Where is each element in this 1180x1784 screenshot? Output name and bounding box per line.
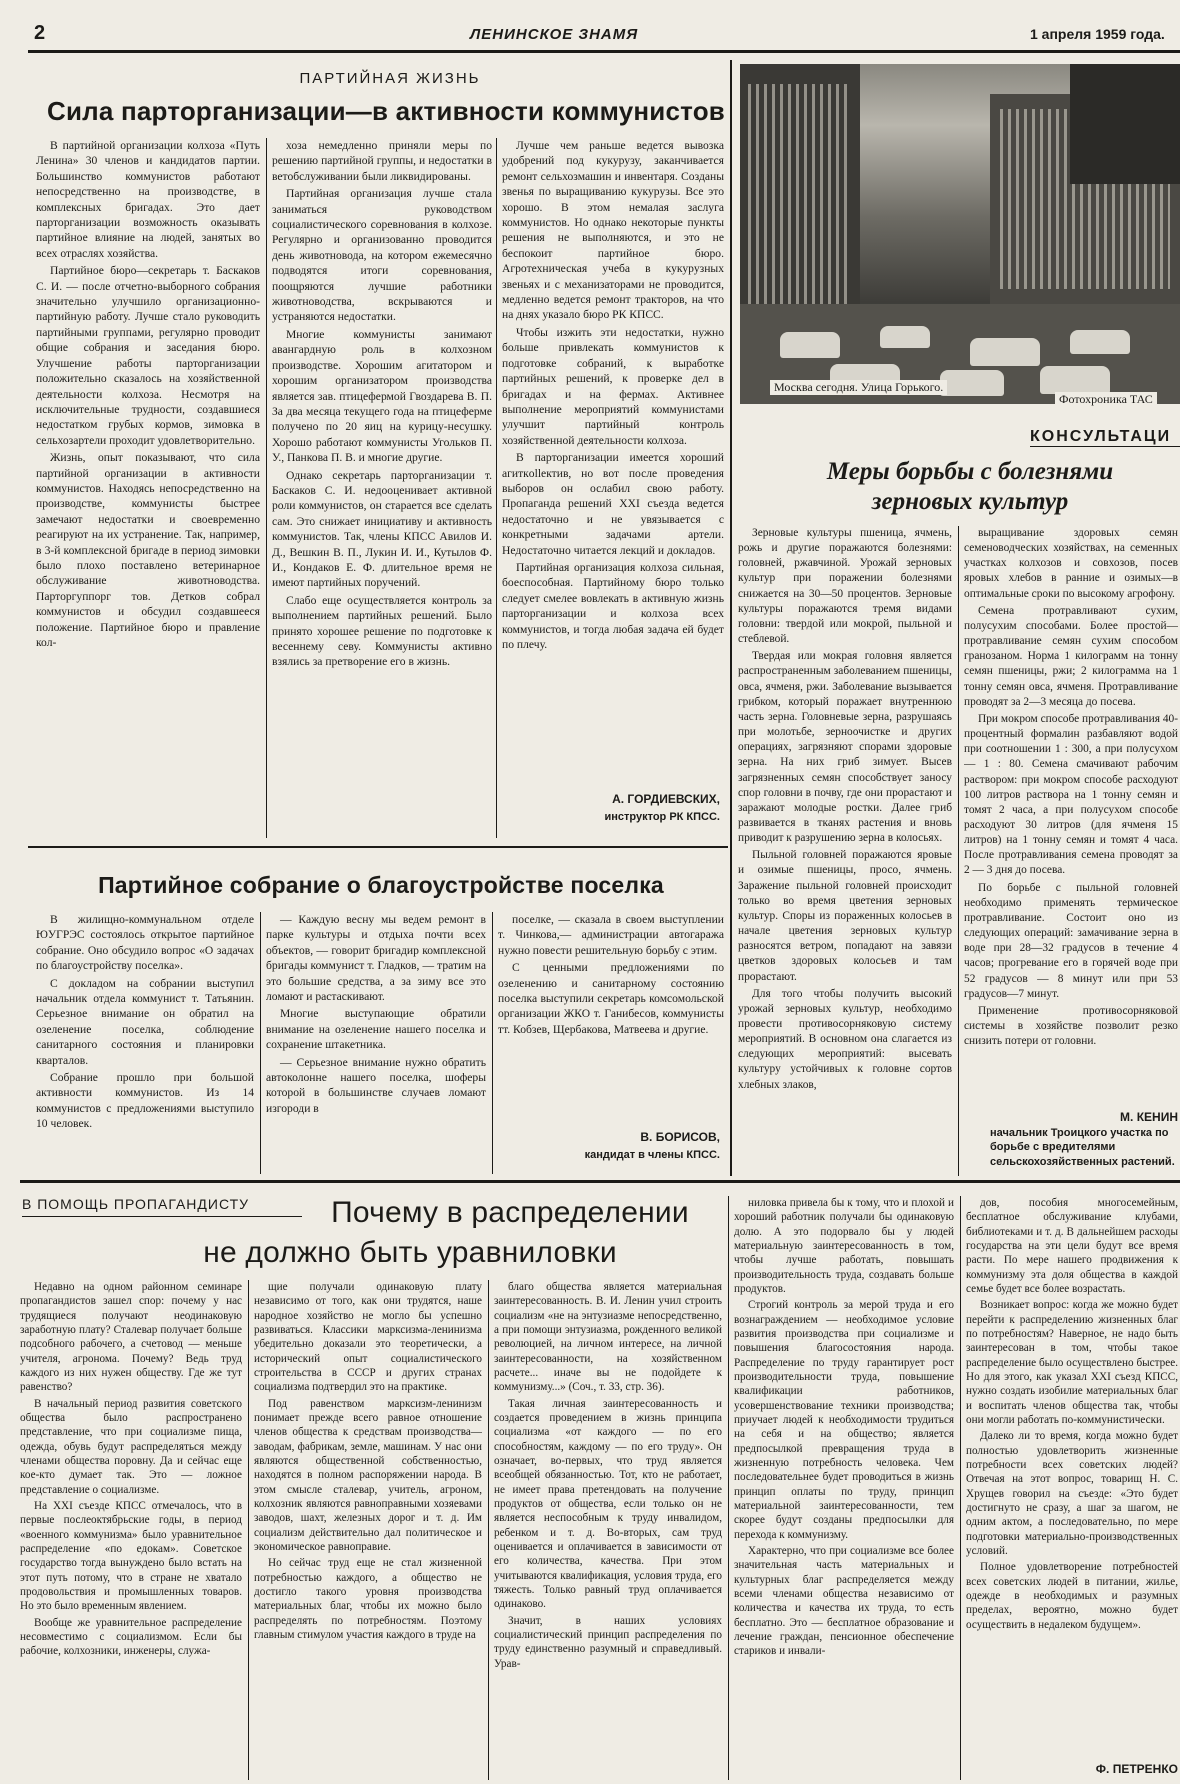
paragraph: поселке, — сказала в своем выступлении т. Чинкова,— администрации автогаража нужно повести решительную борьбу с этим. <box>498 913 724 957</box>
propaganda-rubric: В ПОМОЩЬ ПРОПАГАНДИСТУ <box>22 1196 250 1212</box>
consultation-headline-2: зерновых культур <box>871 488 1069 515</box>
propaganda-column-5 <box>966 1196 1178 1756</box>
issue-date: 1 апреля 1959 года. <box>1030 26 1165 42</box>
party-life-column-1 <box>36 138 260 838</box>
paragraph: В начальный период развития советского общества было распространено представление, что при социализме пища, одежда, обувь будут распределяться между членами общества поровну. Да и сейчас еще кое-кто думает так. Это — ложное представление о социализме. <box>20 1397 242 1496</box>
paragraph: выращивание здоровых семян семеноводческих хозяйствах, на семенных участках колхозов и совхозов, посев яровых хлебов в ранние и озимых—в оптимальные сроки по высокому агрофону. <box>964 527 1178 600</box>
paragraph: Но сейчас труд еще не стал жизненной потребностью каждого, а общество не достигло такого уровня производства материальных благ, чтобы их можно было распределять по потребностям. Поэтому главным стимулом участия каждого в труде на <box>254 1557 482 1641</box>
paragraph: Применение противосорняковой системы в хозяйстве позволит резко снизить потери от головни. <box>964 1004 1178 1048</box>
propaganda-column-4 <box>734 1196 954 1780</box>
paragraph: Строгий контроль за мерой труда и его вознаграждением — необходимое условие развития производства при социализме и повышения благосостояния народа. Распределение по труду гарантирует рост производительности труда, повышение квалификации работников, усовершенствование техники производства; приучает людей к необходимости трудиться на себя и на общество; является предпосылкой превращения труда в жизненную потребность человека. Чем последовательнее будет проводиться в жизнь принцип оплаты по труду, принцип материальной заинтересованности, тем скорее будут созданы предпосылки для перехода к коммунизму. <box>734 1299 954 1541</box>
column-divider <box>266 138 267 838</box>
photo-gorky-street <box>740 64 1180 404</box>
paragraph: — Серьезное внимание нужно обратить автоколонне нашего поселка, шоферы которой в большинстве случаев ломают изгороди в <box>266 1055 486 1115</box>
paragraph: Однако секретарь парторганизации т. Баскаков С. И. недооценивает активной роли коммунистов, он старается все сделать сам. Это снижает инициативу и активность коммунистов. Так, члены КПСС Авилов И. Д., Вешкин В. П., Лукин И. И., Кутылов Ф. И., Кондаков Е. Ф. длительное время не имеют партийных поручений. <box>272 468 492 590</box>
paragraph: Характерно, что при социализме все более значительная часть материальных и культурных благ распределяется между всеми членами общества независимо от количества и качества их труда, то есть бесплатно. Это — бесплатное образование и лечение граждан, пенсионное обеспечение стариков и инвали- <box>734 1544 954 1658</box>
party-life-column-3 <box>502 138 724 778</box>
paragraph: Лучше чем раньше ведется вывозка удобрений под кукурузу, заканчивается ремонт сельхозмашин и инвентаря. Созданы звенья по выращиванию кукурузы. Все это хорошо. В этом немалая заслуга коммунистов. Но однако некоторые пункты решения не выполняются, и это не беспокоит партийное бюро. Агротехническая учеба в кукурузных звеньях и с механизаторами не проводится, медленно ведется ремонт тракторов, на что на днях указало бюро РК КПСС. <box>502 139 724 322</box>
paragraph: В парторганизации имеется хороший агиткollектив, но вот после проведения выборов он ослабил свою работу. Пропаганда решений XXI съезда ведется недостаточно и не увязывается с конкретными задачами артели. Недостаточно читается лекций и докладов. <box>502 451 724 557</box>
propaganda-signature-name: Ф. ПЕТРЕНКО <box>1095 1762 1178 1776</box>
paragraph: щие получали одинаковую плату независимо от того, как они трудятся, наше народное хозяйство не могло бы успешно развиваться. Классики марксизма-ленинизма убедительно доказали это теоретически, а исторический опыт социалистического строительства в СССР и других странах социализма подтвердил это на практике. <box>254 1281 482 1394</box>
meeting-column-1 <box>36 912 254 1178</box>
paragraph: Партийное бюро—секретарь т. Баскаков С. И. — после отчетно-выборного собрания значительно улучшило организационно-партийную работу. Лучше стало руководить партийными группами, регулярно проводит общие собрания и заседания бюро. Улучшение работы парторганизации положительно сказалось на хозяйственной деятельности колхоза. Несмотря на исключительные трудности, создавшиеся недостатком грубых кормов, зимовка в сельхозартели проходит удовлетворительно. <box>36 264 260 447</box>
consultation-signature-title: начальник Троицкого участка по борьбе с вредителями сельскохозяйственных растений. <box>990 1127 1175 1168</box>
paragraph: Недавно на одном районном семинаре пропагандистов зашел спор: почему у нас трудящиеся получают неодинаковую заработную плату? Сталевар получает больше подсобного рабочего, а счетовод — меньше учителя, агронома. Почему? Ведь труд каждого из них нужен обществу. Где же тут равенство? <box>20 1281 242 1394</box>
paragraph: По борьбе с пыльной головней необходимо применять термическое протравливание. Состоит оно из следующих операций: замачивание зерна в воде при 28—32 градусов в течение 4 часов; прогревание его в горячей воде при 52 градусов — 8 минут или при 53 градусов—7 минут. <box>964 881 1178 1000</box>
party-life-signature-name: А. ГОРДИЕВСКИХ, <box>612 792 720 806</box>
paragraph: Под равенством марксизм-ленинизм понимает прежде всего равное отношение членов общества к средствам производства—заводам, фабрикам, земле, машинам. У нас они являются общественной собственностью, находятся в полном распоряжении народа. В этом смысле сталевар, учитель, агроном, колхозник являются равноправными хозяевами заводов, шахт, железных дорог и т. д. Им социализм действительно дал политическое и экономическое равноправие. <box>254 1397 482 1553</box>
newspaper-title: ЛЕНИНСКОЕ ЗНАМЯ <box>470 26 639 43</box>
paragraph: Такая личная заинтересованность и создается проведением в жизнь принципа социализма «от каждого — по его способностям, каждому — по его труду». Он означает, во-первых, что труд является всеобщей обязанностью. Тот, кто не работает, не имеет права претендовать на получение продуктов от общества, если только он не является неспособным к труду инвалидом, ребенком и т. д. Во-вторых, сам труд оценивается и оплачивается в зависимости от его количества, качества. При этом учитываются квалификация, условия труда, его тяжесть. Только равный труд оплачивается одинаково. <box>494 1397 722 1611</box>
consultation-signature-name: М. КЕНИН <box>1120 1110 1178 1124</box>
consultation-column-2 <box>964 526 1178 1106</box>
paragraph: С ценными предложениями по озеленению и санитарному состоянию поселка выступили секретарь комсомольской организации ЖКО т. Ганибесов, коммунисты тт. Кобзев, Щербакова, Матвеева и другие. <box>498 961 724 1036</box>
column-divider <box>960 1196 961 1780</box>
meeting-signature-title: кандидат в члены КПСС. <box>584 1149 720 1161</box>
paragraph: На XXI съезде КПСС отмечалось, что в первые послеоктябрьские годы, в период «военного коммунизма» было уравнительное распределение «по едокам». Советское государство тогда вынуждено было встать на этот путь потому, что в стране не хватало продовольствия и промышленных товаров. Но это было временным явлением. <box>20 1499 242 1613</box>
paragraph: Пыльной головней поражаются яровые и озимые пшеницы, просо, ячмень. Заражение пыльной головней происходит только во время цветения зерновых культур. Споры из пораженных колосьев в начале цветения зерновых культур разносятся ветром, попадают на завязи цветков здоровых колосьев и там прорастают. <box>738 849 952 983</box>
column-divider <box>728 1196 729 1780</box>
paragraph: дов, пособия многосемейным, бесплатное обслуживание клубами, библиотеками и т. д. В дальнейшем расходы государства на эти цели будут все время расти. По мере нашего продвижения к коммунизму эта доля общества в каждой семье будет все более возрастать. <box>966 1197 1178 1295</box>
paragraph: Слабо еще осуществляется контроль за выполнением партийных решений. Было принято хорошее решение по подготовке к весеннему севу. Коммунисты активно взялись за претворение его в жизнь. <box>272 593 492 669</box>
paragraph: Значит, в наших условиях социалистический принцип распределения по труду единственно разумный и справедливый. Урав- <box>494 1614 722 1670</box>
propaganda-column-1 <box>20 1280 242 1780</box>
column-divider <box>248 1280 249 1780</box>
paragraph: — Каждую весну мы ведем ремонт в парке культуры и отдыха почти всех объектов, — говорит бригадир комплексной бригады коммунист т. Гладков, — тратим на это большие средства, а за зиму все это ломают и растаскивают. <box>266 913 486 1004</box>
column-divider <box>492 912 493 1174</box>
consultation-rubric: КОНСУЛЬТАЦИ <box>1030 428 1172 445</box>
paragraph: благо общества является материальная заинтересованность. В. И. Ленин учил строить социализм «не на энтузиазме непосредственно, а при помощи энтузиазма, рожденного великой революцией, на личном интересе, на личной заинтересованности, на хозяйственном расчете... иначе вы не подойдете к коммунизму...» (Соч., т. 33, стр. 36). <box>494 1281 722 1394</box>
propaganda-column-3 <box>494 1280 722 1780</box>
propaganda-headline-2: не должно быть уравниловки <box>203 1236 617 1269</box>
party-life-column-2 <box>272 138 492 838</box>
paragraph: Чтобы изжить эти недостатки, нужно больше привлекать коммунистов к подготовке собраний, к выработке партийных решений, к проверке дел в бригадах и на фермах. Активнее выполнение мероприятий коммунистами улучшит партийный контроль хозяйственной деятельности колхоза. <box>502 325 724 447</box>
paragraph: В партийной организации колхоза «Путь Ленина» 30 членов и кандидатов партии. Большинство коммунистов работают непосредственно на производстве, в комплексных бригадах. Это дает парторганизации возможность оказывать партийное влияние на людей, занятых во всех отраслях хозяйства. <box>36 139 260 260</box>
consultation-rule <box>1030 446 1180 447</box>
paragraph: ниловка привела бы к тому, что и плохой и хороший работник получали бы одинаковую долю. А это подорвало бы у людей материальную заинтересованность в том, чтобы лучше работать, повышать производительность труда, создавать больше продуктов. <box>734 1197 954 1295</box>
paragraph: хоза немедленно приняли меры по решению партийной группы, и недостатки в ветобслуживании были ликвидированы. <box>272 139 492 183</box>
section-divider <box>730 60 732 1176</box>
paragraph: Многие коммунисты занимают авангардную роль в колхозном производстве. Хорошим агитатором и хорошим организатором производства является зав. птицефермой Гвоздарева В. П. За два месяца текущего года на птицеферме получено по 20 яиц на курицу-несушку. Хорошо работают коммунисты Угольков П. У., Панкова П. В. и многие другие. <box>272 327 492 465</box>
paragraph: При мокром способе протравливания 40-процентный формалин разбавляют водой при соотношении 1 : 300, а при полусухом — 1 : 80. Семена смачивают рабочим раствором: при мокром способе расходуют 100 литров раствора на 1 тонну семян и томят 2 часа, а при полусухом способе расходуют 30 литров (для ячменя 15 литров) на 1 тонну семян и томят 4 часа. После протравливания семена проводят за 2 — 3 дня до посева. <box>964 712 1178 877</box>
paragraph: Зерновые культуры пшеница, ячмень, рожь и другие поражаются болезнями: головней, ржавчиной. Урожай зерновых культур при поражении болезнями снижается на 30—50 процентов. Зерновые культуры поражаются тремя видами головни: твердой или мокрой, пыльной и стеблевой. <box>738 527 952 646</box>
paragraph: Возникает вопрос: когда же можно будет перейти к распределению жизненных благ по потребностям? Наверное, не надо быть заинтересован в том, чтобы такое распределение было осуществлено быстрее. Но для этого, как указал XXI съезд КПСС, нужно создать изобилие материальных благ и воспитать членов общества так, чтобы они могли работать по-коммунистически. <box>966 1299 1178 1426</box>
consultation-headline-1: Меры борьбы с болезнями <box>826 458 1114 485</box>
meeting-column-2 <box>266 912 486 1178</box>
paragraph: Собрание прошло при большой активности коммунистов. Из 14 коммунистов с предложениями выступило 10 человек. <box>36 1071 254 1131</box>
meeting-top-rule <box>28 846 728 848</box>
meeting-signature-name: В. БОРИСОВ, <box>640 1130 720 1144</box>
consultation-column-1 <box>738 526 952 1176</box>
paragraph: Для того чтобы получить высокий урожай зерновых культур, необходимо провести противосорняковую систему мероприятий. В основном она слагается из следующих мероприятий: высевать культуру устойчивых к головне сортов хлебных злаков, <box>738 987 952 1091</box>
paragraph: Партийная организация колхоза сильная, боеспособная. Партийному бюро только следует смелее вовлекать в активную жизнь парторганизации и колхоза всех коммунистов, и тогда любая задача ей будет по плечу. <box>502 560 724 651</box>
party-life-rubric: ПАРТИЙНАЯ ЖИЗНЬ <box>299 70 481 87</box>
paragraph: Многие выступающие обратили внимание на озеленение нашего поселка и сохранение штакетника. <box>266 1007 486 1052</box>
page-number: 2 <box>34 22 46 44</box>
paragraph: С докладом на собрании выступил начальник отдела коммунист т. Татьянин. Серьезное внимание он обратил на озеленение поселка, соблюдение санитарного состояния и планировки кварталов. <box>36 976 254 1067</box>
paragraph: Полное удовлетворение потребностей всех советских людей в питании, жилье, одежде в необходимых и разумных пределах, вероятно, можно будет осуществить в недалеком будущем». <box>966 1561 1178 1631</box>
propaganda-column-2 <box>254 1280 482 1780</box>
column-divider <box>488 1280 489 1780</box>
paragraph: Партийная организация лучше стала заниматься руководством социалистического соревнования в колхозе. Регулярно и организованно проводится день животновода, на котором ежемесячно подводятся итоги соревнования, поощряются лучшие работники животноводства, вскрываются и устраняются недостатки. <box>272 187 492 324</box>
propaganda-top-rule <box>20 1180 1180 1183</box>
rubric-underline <box>22 1216 302 1217</box>
paragraph: Жизнь, опыт показывают, что сила партийной организации в активности коммунистов. Находясь непосредственно на производстве, коммунисты быстрее замечают недостатки и своевременно реагируют на их устранение. Так, например, в 3-й комплексной бригаде в период зимовки было плохо поставлено ветеринарное обслуживание животноводства. Парторгуппорг тов. Детков собрал коммунистов и обсудил создавшееся положение. Партийное бюро и правление кол- <box>36 451 260 649</box>
paragraph: Твердая или мокрая головня является распространенным заболеванием пшеницы, овса, ячменя, ржи. Заболевание вызывается грибком, который поражает внутреннюю часть зерна. Головневые зерна, разрушаясь при молотьбе, зерноочистке и других операциях, загрязняют спорами здоровые зерна. На них гриб зимует. Высев загрязненных семян способствует заносу спор головни в почву, где они прорастают и заражают молодые ростки. Далее гриб развивается в тканях растения и вновь приводит к разрушению зерна в колосьях. <box>738 650 952 845</box>
masthead-rule <box>28 50 1180 53</box>
meeting-headline: Партийное собрание о благоустройстве поселка <box>98 872 664 898</box>
propaganda-headline-1: Почему в распределении <box>331 1196 689 1229</box>
meeting-column-3 <box>498 912 724 1112</box>
paragraph: В жилищно-коммунальном отделе ЮУГРЭС состоялось открытое партийное собрание. Оно обсудило вопрос «О задачах по благоустройству поселка». <box>36 913 254 973</box>
paragraph: Семена протравливают сухим, полусухим способами. Более простой—протравливание семян сухим способом гранозаном. Норма 1 килограмм на тонну семян пшеницы, ржи; 2 килограмма на 1 тонну семян овса, ячменя. Протравливание проводят за 2—3 месяца до посева. <box>964 604 1178 708</box>
column-divider <box>260 912 261 1174</box>
column-divider <box>496 138 497 838</box>
party-life-headline: Сила парторганизации—в активности коммунистов <box>46 96 725 126</box>
party-life-signature-title: инструктор РК КПСС. <box>604 811 720 823</box>
photo-credit: Фотохроника ТАС <box>1055 392 1157 407</box>
paragraph: Вообще же уравнительное распределение несовместимо с социализмом. Если бы рабочие, колхозники, инженеры, служа- <box>20 1616 242 1658</box>
column-divider <box>958 526 959 1176</box>
photo-caption: Москва сегодня. Улица Горького. <box>770 380 947 395</box>
paragraph: Далеко ли то время, когда можно будет полностью удовлетворить жизненные потребности всех советских людей? Отвечая на этот вопрос, товарищ Н. С. Хрущев говорил на съезде: «Это будет достигнуто не сразу, а шаг за шагом, не одним актом, а последовательно, по мере подготовки материально-производственных условий. <box>966 1430 1178 1557</box>
